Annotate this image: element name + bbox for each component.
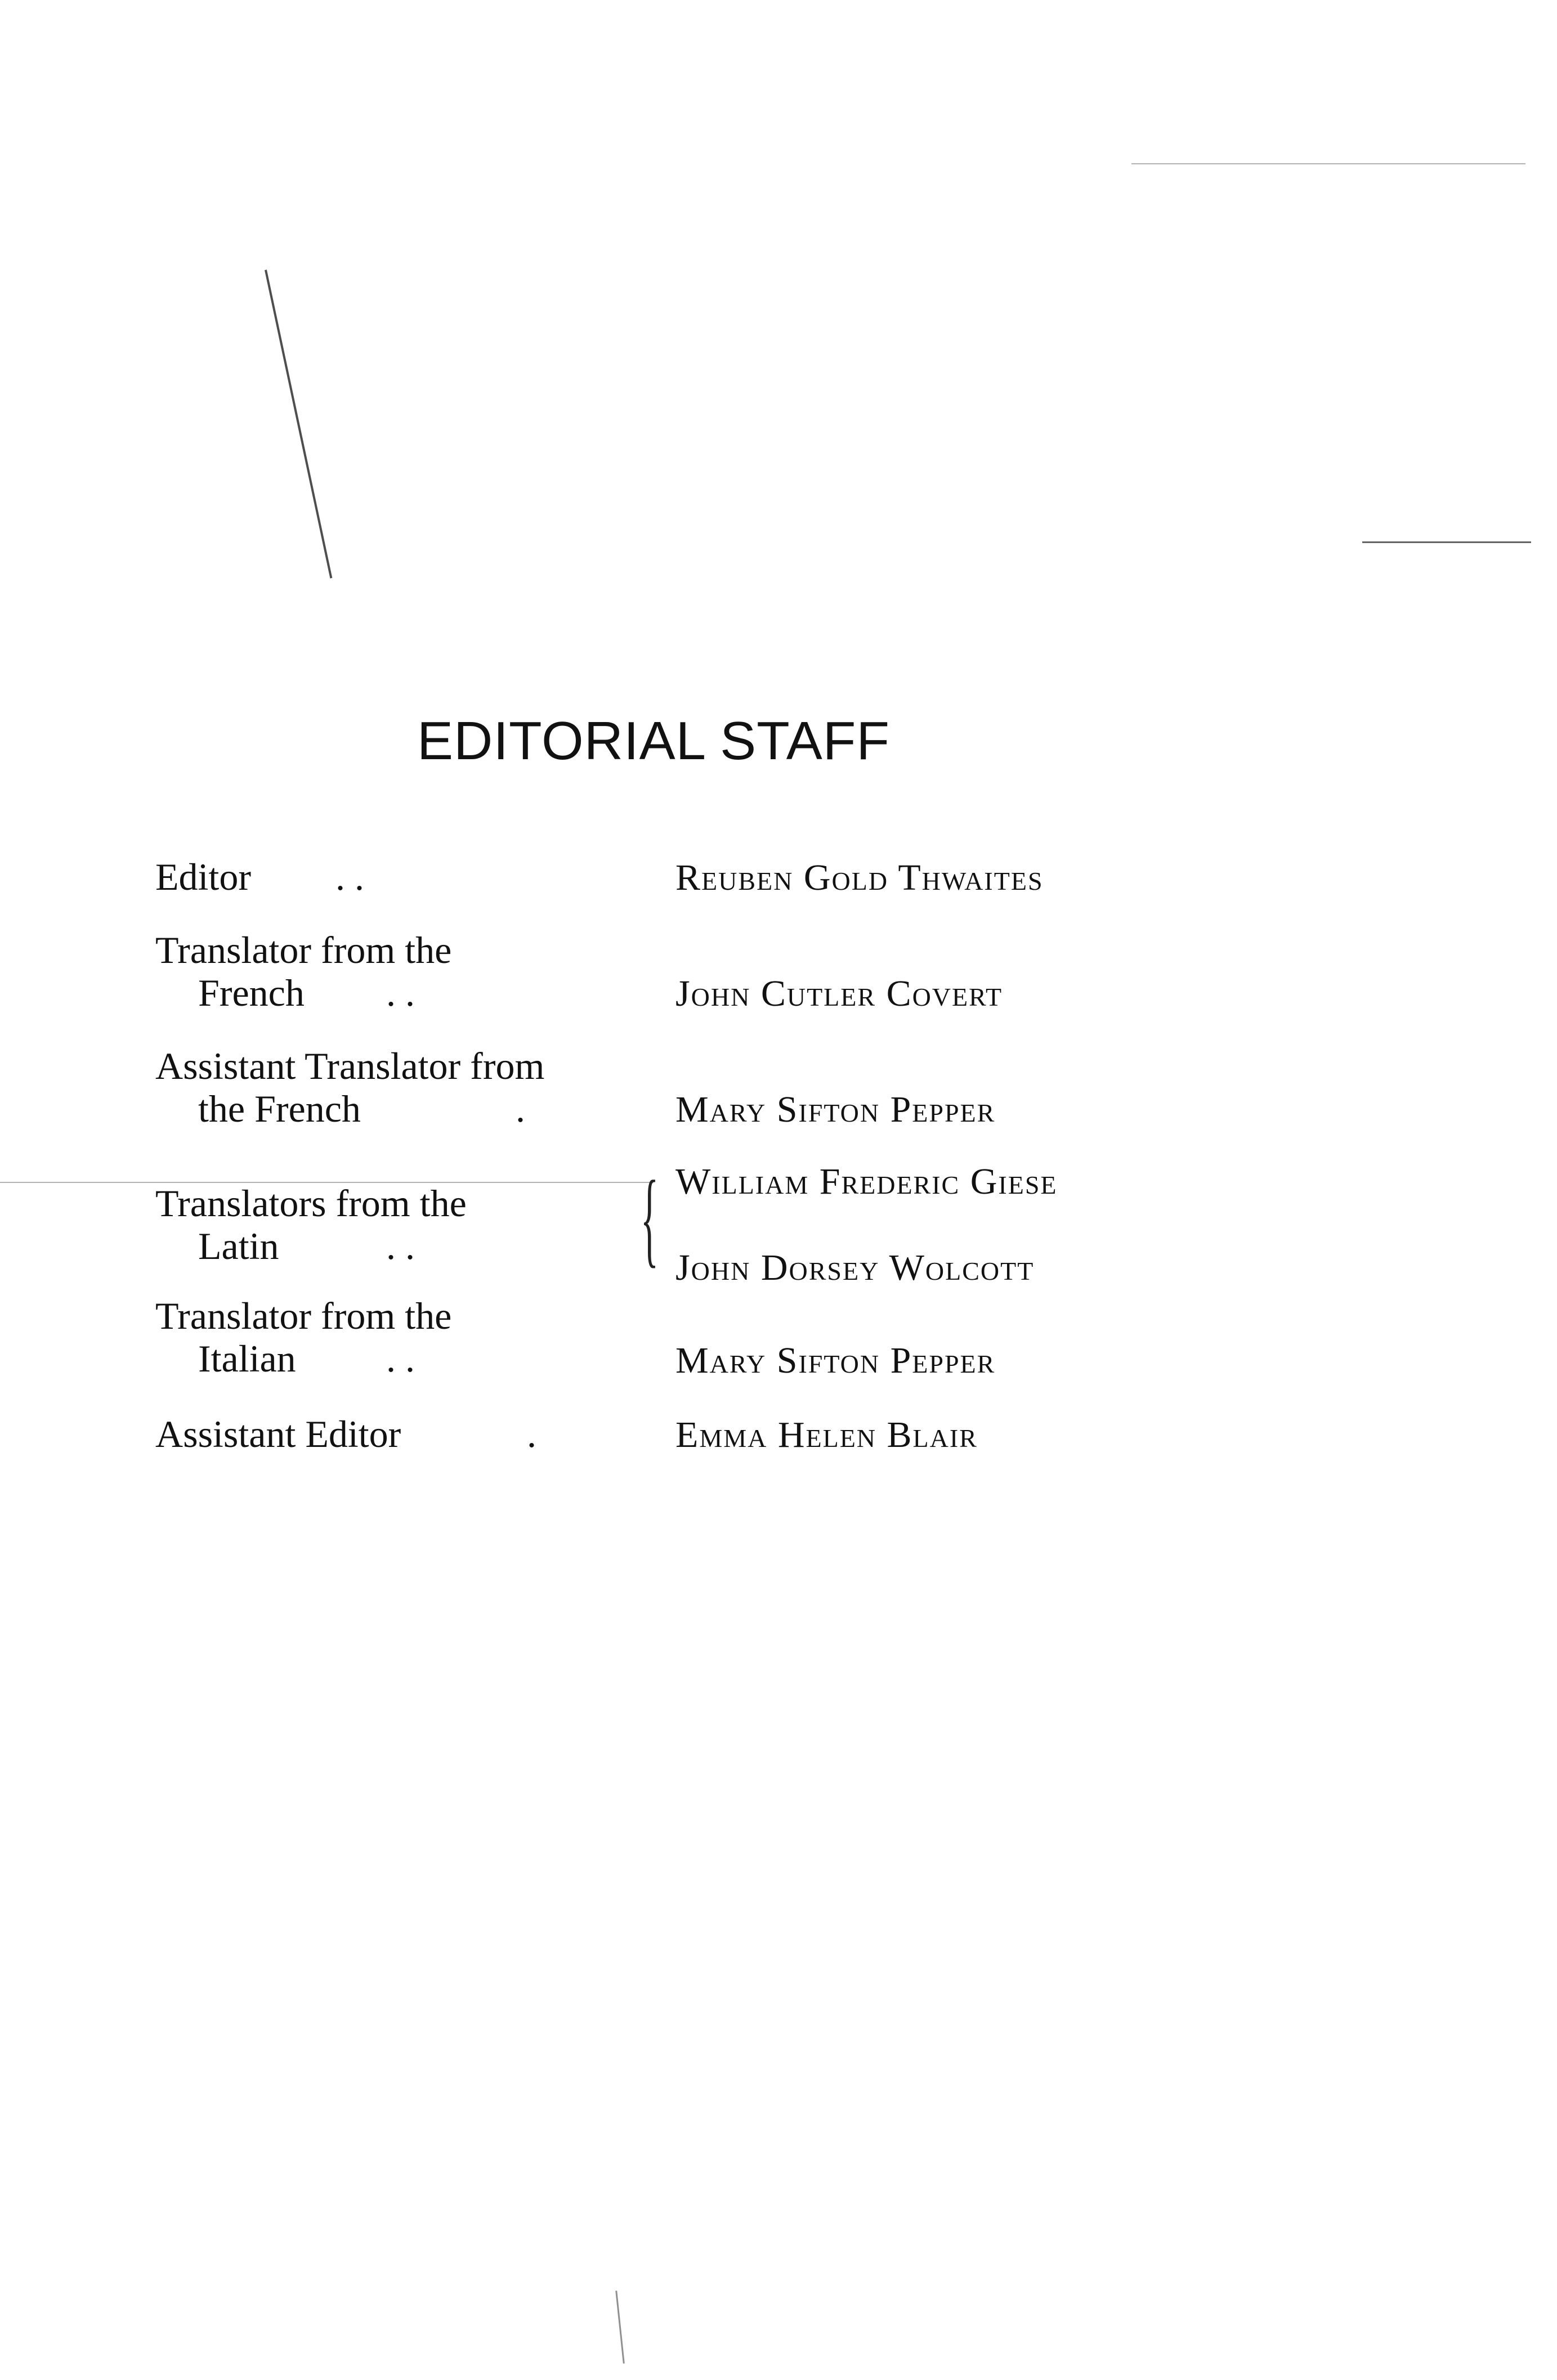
staff-name-translator-latin-2: John Dorsey Wolcott [675, 1247, 1035, 1288]
scan-streak [1362, 541, 1531, 543]
role-assistant-editor [155, 1413, 536, 1455]
role-label-continuation: the French [198, 1087, 361, 1130]
page-title: EDITORIAL STAFF [417, 711, 890, 771]
role-label-continuation: French [198, 971, 305, 1014]
scan-streak [1131, 163, 1525, 164]
leader-dots: . [516, 1087, 525, 1130]
role-assistant-translator-french [155, 1045, 544, 1130]
staff-name-editor: Reuben Gold Thwaites [675, 857, 1044, 898]
role-translator-italian [155, 1294, 451, 1380]
role-label-line-1: Assistant Translator from [155, 1045, 545, 1087]
leader-dots: . . [335, 855, 364, 898]
role-label-continuation: Latin [198, 1225, 279, 1267]
role-label-line-1: Translators from the [155, 1182, 467, 1225]
brace-glyph: { [641, 1159, 659, 1278]
leader-dots: . . [386, 971, 415, 1014]
role-label-line-2 [155, 971, 451, 1014]
staff-name-assistant-translator-french: Mary Sifton Pepper [675, 1089, 996, 1130]
staff-name-translator-latin-1: William Frederic Giese [675, 1161, 1058, 1202]
role-translators-latin [155, 1182, 467, 1267]
staff-name-translator-italian: Mary Sifton Pepper [675, 1340, 996, 1381]
role-label-line-2 [155, 1087, 544, 1130]
scan-streak [0, 1182, 653, 1183]
leader-dots: . . [386, 1225, 415, 1267]
role-label-continuation: Italian [198, 1337, 296, 1380]
role-label-line-2 [155, 1337, 451, 1380]
scan-streak [265, 270, 332, 579]
leader-dots: . [527, 1413, 536, 1455]
role-label-line-2 [155, 1225, 467, 1267]
scan-streak [615, 2291, 625, 2364]
staff-name-assistant-editor: Emma Helen Blair [675, 1414, 978, 1455]
role-editor [155, 855, 364, 898]
staff-name-translator-french: John Cutler Covert [675, 973, 1003, 1014]
role-label-line-1: Translator from the [155, 929, 452, 971]
role-translator-french [155, 929, 451, 1014]
leader-dots: . . [386, 1337, 415, 1380]
role-label-line-1: Translator from the [155, 1294, 452, 1337]
role-label: Editor [155, 855, 251, 898]
role-label: Assistant Editor [155, 1413, 401, 1455]
